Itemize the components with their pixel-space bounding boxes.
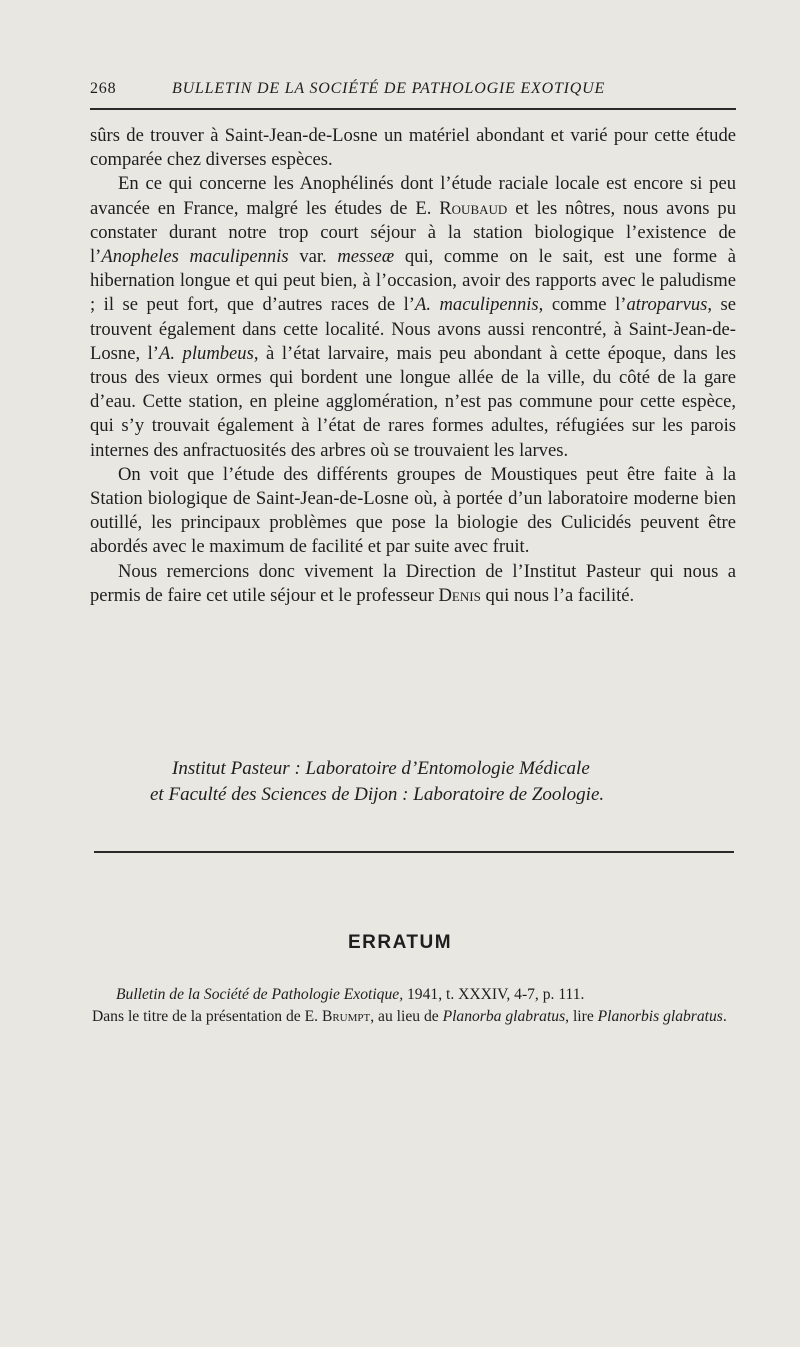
paragraph-1: sûrs de trouver à Saint-Jean-de-Losne un matériel abondant et varié pour cette étude comparée chez diverses espèces. <box>90 125 736 171</box>
species-anopheles: Anopheles maculipennis <box>101 246 289 268</box>
running-title: BULLETIN DE LA SOCIÉTÉ DE PATHOLOGIE EXOTIQUE <box>172 80 606 97</box>
variety-atroparvus: atroparvus <box>626 294 708 316</box>
erratum-citation: 1941, t. XXXIV, 4-7, p. 111. <box>403 986 585 1003</box>
affiliation-line-1: Institut Pasteur : Laboratoire d’Entomologie Médicale <box>172 758 590 779</box>
page-number: 268 <box>90 80 117 97</box>
erratum-title: ERRATUM <box>347 932 453 953</box>
paragraph-2: En ce qui concerne les Anophélinés dont l’étude raciale locale est encore si peu avancée en France, malgré les études de E. Roubaud et les nôtres, nous avons pu constater durant notre trop court séjour à la station biologique l’existence de l’Anopheles maculipennis var. messeæ qui, comme on le sait, est une forme à hibernation longue et qui peut bien, à l’occasion, avoir des rapports avec le paludisme ; il se peut fort, que d’autres races de l’A. maculipennis, comme l’atroparvus, se trouvent également dans cette localité. Nous avons aussi rencontré, à Saint-Jean-de-Losne, l’A. plumbeus, à l’état larvaire, mais peu abondant à cette époque, dans les trous des vieux ormes qui bordent une longue allée de la ville, du côté de la gare d’eau. Cette station, en pleine agglomération, n’est pas commune pour cette espèce, qui s’y trouvait également à l’état de rares formes adultes, réfugiées sur les parois internes des anfractuosités des arbres où se trouvaient les larves. <box>90 173 737 461</box>
paragraph-4: Nous remercions donc vivement la Direction de l’Institut Pasteur qui nous a permis de faire cet utile séjour et le professeur Denis qui nous l’a facilité. <box>90 560 736 606</box>
erratum-paragraph: Bulletin de la Société de Pathologie Exotique, 1941, t. XXXIV, 4-7, p. 111. Dans le titre de la présentation de E. Brumpt, au lieu de Planorba glabratus, lire Planorbis glabratus. <box>92 986 727 1025</box>
paragraph-3: On voit que l’étude des différents groupes de Moustiques peut être faite à la Station biologique de Saint-Jean-de-Losne où, à portée d’un laboratoire moderne bien outillé, les principaux problèmes que pose la biologie des Culicidés peuvent être abordés avec le maximum de facilité et par suite avec fruit. <box>90 463 736 558</box>
species-a-maculipennis: A. maculipennis <box>414 294 539 316</box>
header-rule <box>90 108 736 110</box>
author-brumpt: Brumpt <box>321 1008 371 1025</box>
species-a-plumbeus: A. plumbeus <box>159 342 254 364</box>
erratum-journal: Bulletin de la Société de Pathologie Exotique, <box>116 986 404 1003</box>
section-rule <box>94 851 734 853</box>
affiliation-line-2: et Faculté des Sciences de Dijon : Laboratoire de Zoologie. <box>150 784 605 805</box>
erratum-wrong-name: Planorba glabratus <box>442 1008 566 1025</box>
running-header <box>90 80 736 104</box>
erratum-correct-name: Planorbis glabratus <box>597 1008 723 1025</box>
erratum-text <box>92 984 736 1028</box>
variety-messeae: messeæ <box>337 246 395 268</box>
author-denis: Denis <box>438 584 481 606</box>
article-body <box>90 124 736 608</box>
author-roubaud: Roubaud <box>439 197 508 219</box>
